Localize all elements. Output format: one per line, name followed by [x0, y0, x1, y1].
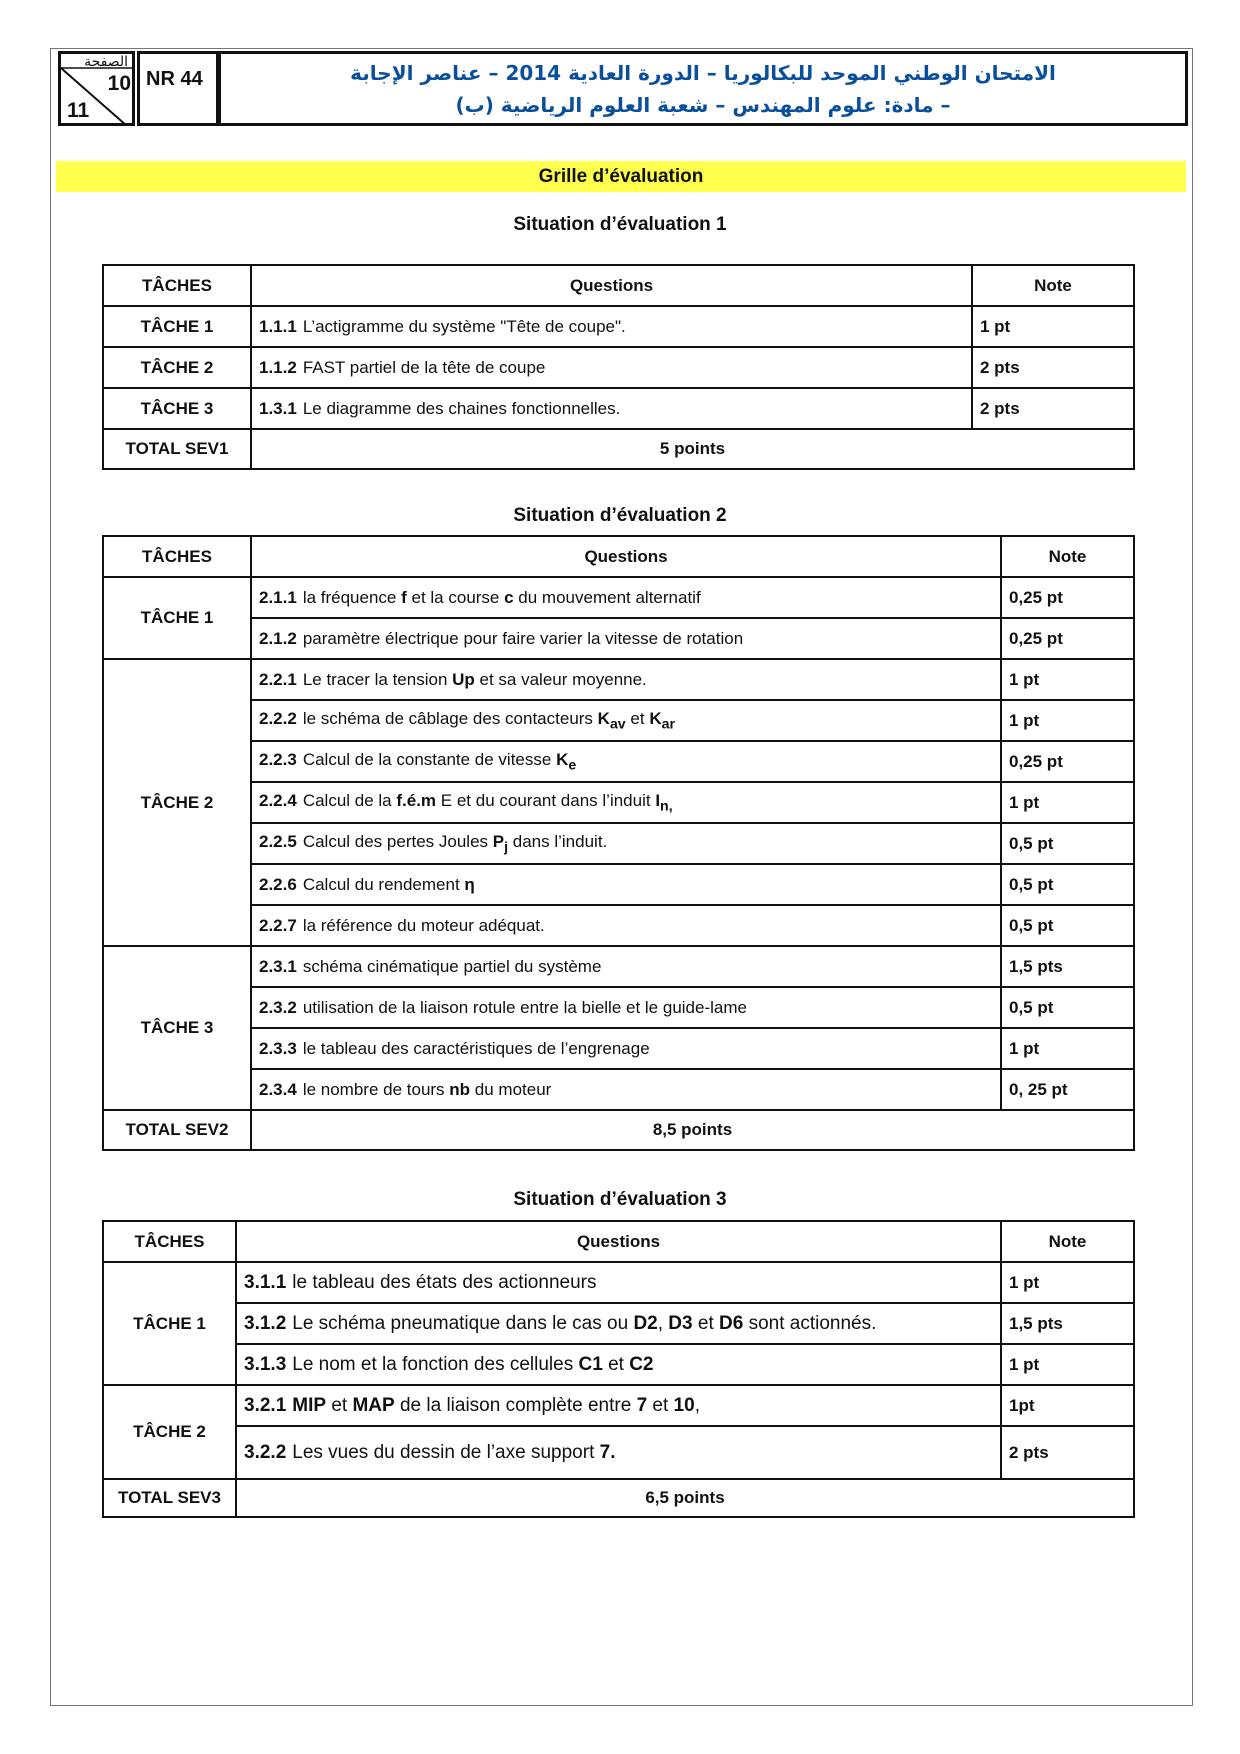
question-text: la fréquence — [302, 587, 402, 607]
sev2-table — [102, 535, 1135, 1151]
note-cell: 2 pts — [1001, 1426, 1134, 1479]
question-text: sont actionnés. — [743, 1312, 877, 1334]
question-text: et — [326, 1394, 353, 1416]
note-cell: 1 pt — [972, 306, 1134, 347]
grid-title-band: Grille d’évaluation — [56, 161, 1186, 192]
note-cell: 0,5 pt — [1001, 905, 1134, 946]
sev3-table — [102, 1220, 1135, 1518]
question-text: Le tracer la tension — [302, 669, 453, 689]
question-cell — [251, 1028, 1001, 1069]
question-cell — [251, 659, 1001, 700]
question-text: Calcul des pertes Joules — [302, 831, 493, 851]
col-header-questions: Questions — [251, 265, 972, 306]
sev1-table — [102, 264, 1135, 470]
col-header-tasks: TÂCHES — [103, 1221, 236, 1262]
question-text: Le nom et la fonction des cellules — [292, 1353, 579, 1375]
question-text-bold: D2 — [633, 1312, 658, 1334]
task-cell: TÂCHE 2 — [103, 659, 251, 946]
question-cell — [236, 1385, 1001, 1426]
note-cell: 0,25 pt — [1001, 577, 1134, 618]
question-cell — [251, 618, 1001, 659]
exam-title-line-2: – مادة: علوم المهندس – شعبة العلوم الرياضية (ب) — [455, 93, 951, 117]
task-cell: TÂCHE 1 — [103, 306, 251, 347]
question-text: E et du courant dans l’induit — [436, 790, 656, 810]
page-number-box — [58, 51, 135, 126]
question-number: 2.3.4 — [259, 1079, 297, 1099]
question-text: et — [692, 1312, 719, 1334]
note-cell: 1 pt — [1001, 659, 1134, 700]
table-row — [103, 946, 1134, 987]
question-text: FAST partiel de la tête de coupe — [302, 357, 546, 377]
exam-title-line-1: الامتحان الوطني الموحد للبكالوريا – الدورة العادية 2014 – عناصر الإجابة — [350, 61, 1056, 85]
table-row — [103, 823, 1134, 864]
question-cell — [251, 577, 1001, 618]
question-cell — [251, 388, 972, 429]
question-text-bold: K — [556, 749, 569, 769]
task-cell: TÂCHE 2 — [103, 1385, 236, 1479]
question-text-bold: nb — [449, 1079, 471, 1099]
total-value: 8,5 points — [251, 1110, 1134, 1150]
question-text-bold: η — [464, 874, 475, 894]
question-text-bold: MIP — [292, 1394, 327, 1416]
question-cell — [236, 1262, 1001, 1303]
exam-code-box — [137, 51, 219, 126]
note-cell: 1 pt — [1001, 700, 1134, 741]
exam-code: NR 44 — [146, 68, 203, 90]
note-cell: 1pt — [1001, 1385, 1134, 1426]
table-row — [103, 659, 1134, 700]
question-text: schéma cinématique partiel du système — [302, 956, 602, 976]
question-number: 2.2.7 — [259, 915, 297, 935]
table-row — [103, 1028, 1134, 1069]
table-row — [103, 1385, 1134, 1426]
question-cell — [251, 823, 1001, 864]
note-cell: 1,5 pts — [1001, 1303, 1134, 1344]
question-text-bold: D6 — [719, 1312, 744, 1334]
total-value: 6,5 points — [236, 1479, 1134, 1517]
col-header-note: Note — [1001, 1221, 1134, 1262]
table-row — [103, 618, 1134, 659]
question-cell — [251, 306, 972, 347]
total-row — [103, 1110, 1134, 1150]
total-value: 5 points — [251, 429, 1134, 469]
table-row — [103, 1303, 1134, 1344]
sev3-title: Situation d’évaluation 3 — [513, 1189, 727, 1210]
question-cell — [236, 1426, 1001, 1479]
question-text-bold: MAP — [352, 1394, 395, 1416]
note-cell: 0,5 pt — [1001, 987, 1134, 1028]
question-cell — [251, 946, 1001, 987]
col-header-tasks: TÂCHES — [103, 265, 251, 306]
question-number: 2.2.4 — [259, 790, 297, 810]
note-cell: 2 pts — [972, 388, 1134, 429]
question-number: 1.1.1 — [259, 316, 297, 336]
task-cell: TÂCHE 3 — [103, 388, 251, 429]
question-text: le tableau des états des actionneurs — [292, 1271, 597, 1293]
subscript: e — [568, 757, 577, 774]
question-text: et — [647, 1394, 674, 1416]
question-number: 3.1.1 — [244, 1271, 287, 1293]
question-text-bold: D3 — [668, 1312, 693, 1334]
question-number: 2.2.2 — [259, 708, 297, 728]
question-text-bold: Up — [452, 669, 475, 689]
question-text: de la liaison complète entre — [394, 1394, 637, 1416]
question-text: Le schéma pneumatique dans le cas ou — [292, 1312, 634, 1334]
total-row — [103, 1479, 1134, 1517]
table-row — [103, 388, 1134, 429]
question-text-bold: C1 — [578, 1353, 603, 1375]
question-number: 2.2.1 — [259, 669, 297, 689]
question-text: et la course — [406, 587, 505, 607]
question-cell — [251, 864, 1001, 905]
question-text-bold: 10 — [673, 1394, 695, 1416]
question-number: 2.3.3 — [259, 1038, 297, 1058]
note-cell: 0,25 pt — [1001, 741, 1134, 782]
question-cell — [251, 741, 1001, 782]
question-text: , — [657, 1312, 669, 1334]
question-cell — [251, 700, 1001, 741]
sev2-title: Situation d’évaluation 2 — [513, 505, 727, 526]
table-row — [103, 1426, 1134, 1479]
question-number: 2.1.1 — [259, 587, 297, 607]
question-number: 1.1.2 — [259, 357, 297, 377]
question-number: 2.1.2 — [259, 628, 297, 648]
question-text-bold: K — [597, 708, 610, 728]
question-text: et — [602, 1353, 630, 1375]
question-cell — [251, 347, 972, 388]
question-text: Calcul du rendement — [302, 874, 465, 894]
question-text-bold: K — [649, 708, 662, 728]
question-text: paramètre électrique pour faire varier la vitesse de rotation — [302, 628, 744, 648]
total-label: TOTAL SEV3 — [103, 1479, 236, 1517]
question-cell — [251, 1069, 1001, 1110]
page-label: الصفحة — [84, 54, 128, 70]
table-row — [103, 1344, 1134, 1385]
question-cell — [236, 1303, 1001, 1344]
col-header-note: Note — [972, 265, 1134, 306]
question-text: du mouvement alternatif — [513, 587, 701, 607]
table-row — [103, 782, 1134, 823]
question-text: du moteur — [470, 1079, 552, 1099]
question-text: Le diagramme des chaines fonctionnelles. — [302, 398, 621, 418]
table-row — [103, 1069, 1134, 1110]
question-text: le schéma de câblage des contacteurs — [302, 708, 598, 728]
total-row — [103, 429, 1134, 469]
subscript: ar — [661, 716, 675, 733]
question-text-bold: c — [504, 587, 514, 607]
table-row — [103, 347, 1134, 388]
question-text-bold: 7 — [636, 1394, 648, 1416]
col-header-questions: Questions — [251, 536, 1001, 577]
question-text-bold: C2 — [629, 1353, 654, 1375]
table-row — [103, 700, 1134, 741]
task-cell: TÂCHE 1 — [103, 577, 251, 659]
col-header-tasks: TÂCHES — [103, 536, 251, 577]
note-cell: 0,25 pt — [1001, 618, 1134, 659]
question-number: 2.3.1 — [259, 956, 297, 976]
question-text: la référence du moteur adéquat. — [302, 915, 545, 935]
question-text: le tableau des caractéristiques de l’engrenage — [302, 1038, 650, 1058]
question-text: et — [625, 708, 650, 728]
question-cell — [251, 987, 1001, 1028]
table-header-row — [103, 265, 1134, 306]
table-row — [103, 1262, 1134, 1303]
question-text: et sa valeur moyenne. — [474, 669, 647, 689]
exam-title-box — [218, 51, 1188, 126]
question-text: Calcul de la — [302, 790, 397, 810]
question-number: 2.2.6 — [259, 874, 297, 894]
total-label: TOTAL SEV1 — [103, 429, 251, 469]
question-text-bold: 7. — [599, 1441, 616, 1463]
table-header-row — [103, 1221, 1134, 1262]
note-cell: 0,5 pt — [1001, 823, 1134, 864]
question-text-bold: f.é.m — [396, 790, 437, 810]
table-row — [103, 577, 1134, 618]
note-cell: 0,5 pt — [1001, 864, 1134, 905]
question-text-bold: I — [655, 790, 661, 810]
question-number: 2.2.5 — [259, 831, 297, 851]
page-current: 10 — [107, 72, 131, 95]
note-cell: 2 pts — [972, 347, 1134, 388]
task-cell: TÂCHE 1 — [103, 1262, 236, 1385]
question-number: 3.1.3 — [244, 1353, 287, 1375]
subscript: av — [609, 716, 626, 733]
question-text: , — [694, 1394, 700, 1416]
sev1-title: Situation d’évaluation 1 — [513, 214, 727, 235]
question-number: 2.3.2 — [259, 997, 297, 1017]
table-row — [103, 741, 1134, 782]
question-text: le nombre de tours — [302, 1079, 450, 1099]
table-row — [103, 987, 1134, 1028]
table-row — [103, 306, 1134, 347]
question-cell — [236, 1344, 1001, 1385]
table-row — [103, 864, 1134, 905]
question-text-bold: f — [401, 587, 407, 607]
note-cell: 1 pt — [1001, 1344, 1134, 1385]
task-cell: TÂCHE 2 — [103, 347, 251, 388]
question-cell — [251, 905, 1001, 946]
task-cell: TÂCHE 3 — [103, 946, 251, 1110]
question-text: dans l’induit. — [508, 831, 608, 851]
question-cell — [251, 782, 1001, 823]
note-cell: 0, 25 pt — [1001, 1069, 1134, 1110]
question-text: utilisation de la liaison rotule entre la bielle et le guide-lame — [302, 997, 747, 1017]
note-cell: 1 pt — [1001, 782, 1134, 823]
question-text: L’actigramme du système "Tête de coupe". — [302, 316, 626, 336]
table-header-row — [103, 536, 1134, 577]
col-header-note: Note — [1001, 536, 1134, 577]
question-number: 3.2.1 — [244, 1394, 287, 1416]
question-text: Les vues du dessin de l’axe support — [292, 1441, 600, 1463]
question-number: 3.1.2 — [244, 1312, 287, 1334]
subscript: j — [504, 839, 509, 856]
col-header-questions: Questions — [236, 1221, 1001, 1262]
note-cell: 1 pt — [1001, 1028, 1134, 1069]
question-text: Calcul de la constante de vitesse — [302, 749, 557, 769]
total-label: TOTAL SEV2 — [103, 1110, 251, 1150]
subscript: n, — [660, 798, 673, 815]
question-number: 2.2.3 — [259, 749, 297, 769]
question-number: 3.2.2 — [244, 1441, 287, 1463]
table-row — [103, 905, 1134, 946]
question-number: 1.3.1 — [259, 398, 297, 418]
page-total: 11 — [67, 99, 90, 122]
note-cell: 1 pt — [1001, 1262, 1134, 1303]
note-cell: 1,5 pts — [1001, 946, 1134, 987]
question-text-bold: P — [492, 831, 505, 851]
